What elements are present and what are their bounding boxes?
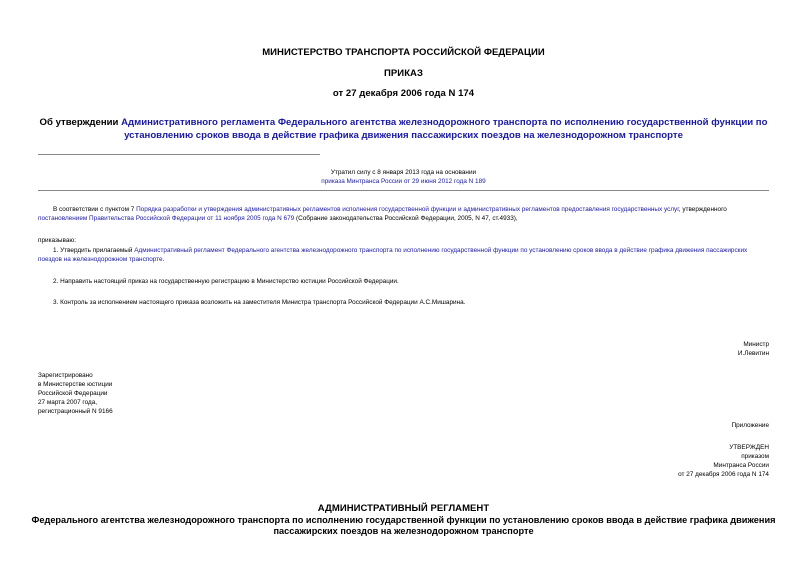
regulation-subtitle-line-2: пассажирских поездов на железнодорожном транспорте bbox=[273, 526, 534, 536]
regulation-subtitle bbox=[0, 515, 807, 537]
signature-name: И.Левитин bbox=[737, 350, 769, 357]
preamble-start: В соответствии с пунктом 7 bbox=[53, 206, 137, 213]
regulation-heading: АДМИНИСТРАТИВНЫЙ РЕГЛАМЕНТ bbox=[317, 503, 490, 514]
document-title bbox=[0, 116, 807, 142]
registration-line-5: регистрационный N 9166 bbox=[38, 408, 113, 415]
signature-position: Министр bbox=[743, 341, 769, 348]
preamble-paragraph bbox=[38, 205, 769, 223]
order-word: приказываю: bbox=[38, 237, 76, 244]
registration-line-4: 27 марта 2007 года, bbox=[38, 399, 98, 406]
item-1-start: 1. Утвердить прилагаемый bbox=[53, 247, 135, 254]
approval-by-order: приказом bbox=[741, 453, 769, 460]
approval-date: от 27 декабря 2006 года N 174 bbox=[678, 471, 769, 478]
status-repeal-link[interactable]: приказа Минтранса России от 29 июня 2012 года N 189 bbox=[321, 178, 486, 185]
item-1-end: . bbox=[162, 256, 165, 263]
ministry-heading: МИНИСТЕРСТВО ТРАНСПОРТА РОССИЙСКОЙ ФЕДЕРАЦИИ bbox=[262, 47, 545, 58]
appendix-label: Приложение bbox=[731, 422, 769, 429]
long-divider bbox=[38, 190, 769, 191]
approval-block bbox=[500, 443, 769, 479]
approval-ministry: Минтранса России bbox=[713, 462, 769, 469]
title-regulation-link[interactable]: Административного регламента Федерального агентства железнодорожного транспорта по исполнению государственной функции по bbox=[121, 117, 768, 128]
item-1-regulation-link[interactable]: Административный регламент Федерального агентства железнодорожного транспорта по исполнению государственной функции по установлению сроков ввода в действие графика движения пассажирских поездов на железнодорожном транспорте bbox=[38, 247, 748, 263]
signature-block bbox=[500, 340, 769, 358]
item-2: 2. Направить настоящий приказ на государственную регистрацию в Министерство юстиции Российской Федерации. bbox=[53, 278, 399, 285]
registration-line-2: в Министерстве юстиции bbox=[38, 381, 113, 388]
regulation-subtitle-line-1: Федерального агентства железнодорожного транспорта по исполнению государственной функции по установлению сроков ввода в действие графика движения bbox=[31, 515, 776, 525]
title-prefix: Об утверждении bbox=[39, 117, 122, 128]
preamble-mid: , утвержденного bbox=[678, 206, 727, 213]
status-note bbox=[38, 168, 769, 186]
title-regulation-link-cont[interactable]: установлению сроков ввода в действие графика движения пассажирских поездов на железнодорожном транспорте bbox=[124, 130, 683, 141]
registration-line-1: Зарегистрировано bbox=[38, 372, 93, 379]
item-3: 3. Контроль за исполнением настоящего приказа возложить на заместителя Министра транспорта Российской Федерации А.С.Мишарина. bbox=[53, 299, 466, 306]
registration-line-3: Российской Федерации bbox=[38, 390, 108, 397]
item-1 bbox=[38, 246, 769, 264]
status-line: Утратил силу с 8 января 2013 года на основании bbox=[330, 169, 477, 176]
doc-type-heading: ПРИКАЗ bbox=[384, 68, 423, 79]
procedure-link[interactable]: Порядка разработки и утверждения административных регламентов исполнения государственной функции и административных регламентов предоставления государственных услуг bbox=[136, 206, 679, 213]
doc-date-heading: от 27 декабря 2006 года N 174 bbox=[332, 88, 475, 99]
registration-block bbox=[38, 371, 238, 416]
preamble-end: (Собрание законодательства Российской Федерации, 2005, N 47, ст.4933), bbox=[294, 215, 518, 222]
government-decree-link[interactable]: постановлением Правительства Российской Федерации от 11 ноября 2005 года N 679 bbox=[38, 215, 295, 222]
title-line-1 bbox=[0, 116, 807, 129]
approval-title: УТВЕРЖДЕН bbox=[729, 444, 769, 451]
short-divider bbox=[38, 154, 320, 155]
